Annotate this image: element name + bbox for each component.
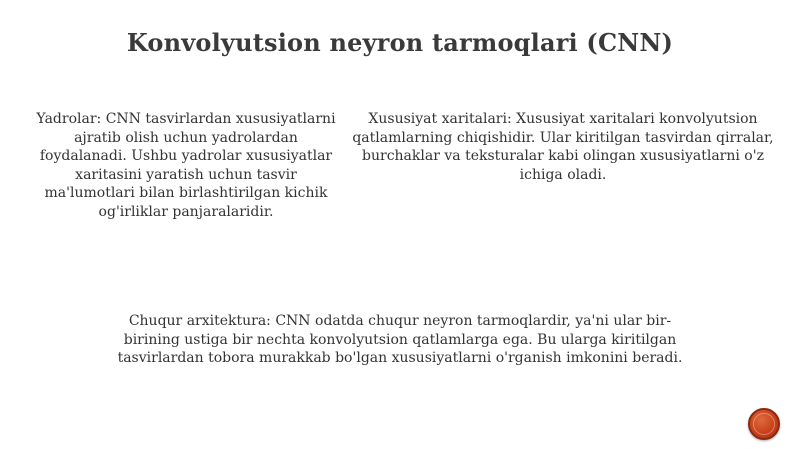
slide-nav-button[interactable] <box>748 408 780 440</box>
paragraph-kernels: Yadrolar: CNN tasvirlardan xususiyatlarni ajratib olish uchun yadrolardan foydalanadi. Ushbu yadrolar xususiyatlar xaritasini yaratish uchun tasvir ma'lumotlari bilan birlashtirilgan kichik og'irliklar panjaralaridir. <box>36 111 336 220</box>
paragraph-deep-architecture: Chuqur arxitektura: CNN odatda chuqur neyron tarmoqlardir, ya'ni ular bir-birining ustiga bir nechta konvolyutsion qatlamlarga ega. Bu ularga kiritilgan tasvirlardan tobora murakkab bo'lgan xususiyatlarni o'rganish imkonini beradi. <box>117 313 683 366</box>
circle-nav-icon <box>753 413 775 435</box>
slide-title: Konvolyutsion neyron tarmoqlari (CNN) <box>126 28 674 57</box>
paragraph-feature-maps: Xususiyat xaritalari: Xususiyat xaritalari konvolyutsion qatlamlarning chiqishidir. Ular kiritilgan tasvirdan qirralar, burchaklar va teksturalar kabi olingan xususiyatlarni o'z ichiga oladi. <box>352 111 774 183</box>
